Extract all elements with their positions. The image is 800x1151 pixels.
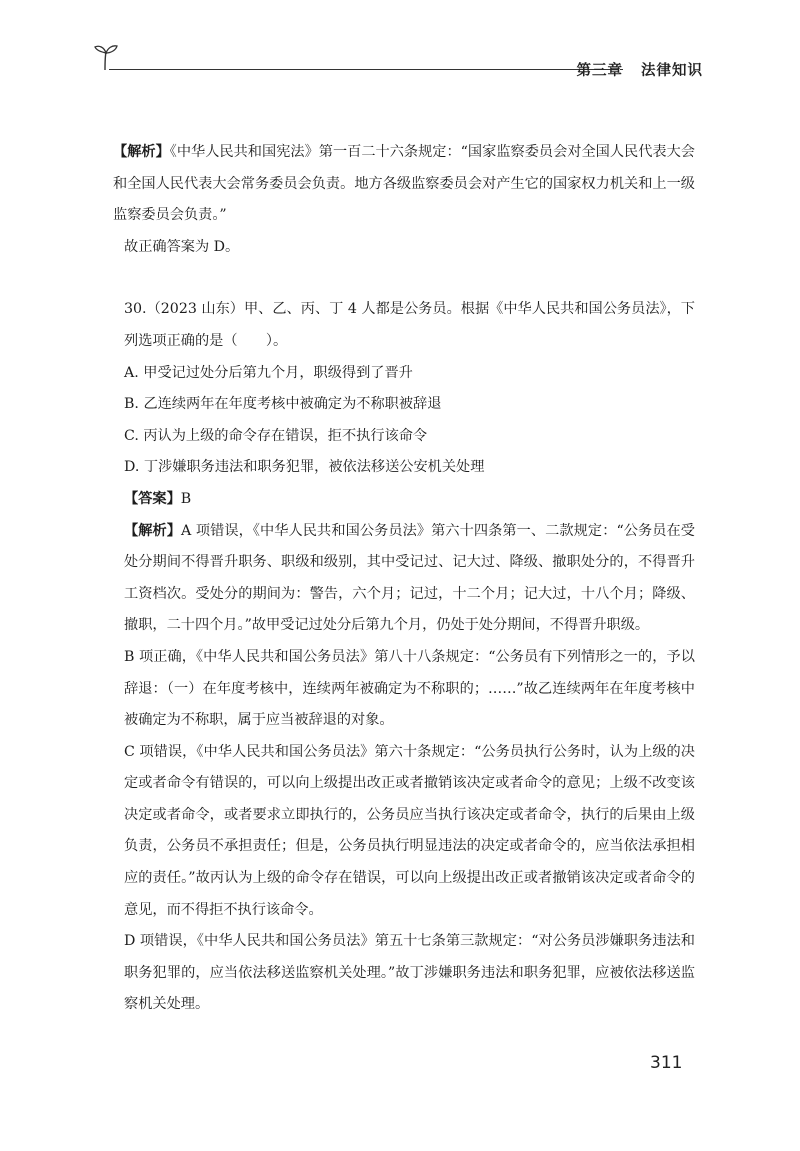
analysis-a-text: A 项错误，《中华人民共和国公务员法》第六十四条第一、二款规定：“公务员在受处分期间不得晋升职务、职级和级别，其中受记过、记大过、降级、撤职处分的，不得晋升工资档次。受处分的期间为：警告，六个月；记过，十二个月；记大过，十八个月；降级、撤职，二十四个月。”故甲受记过处分后第九个月，仍处于处分期间，不得晋升职级。 [124,522,695,634]
option-c: C. 丙认为上级的命令存在错误，拒不执行该命令 [124,427,428,444]
analysis-c: C 项错误，《中华人民共和国公务员法》第六十条规定：“公务员执行公务时，认为上级的决定或者命令有错误的，可以向上级提出改正或者撤销该决定或者命令的意见；上级不改变该决定或者命令，或者要求立即执行的，公务员应当执行该决定或者命令，执行的后果由上级负责，公务员不承担责任；但是，公务员执行明显违法的决定或者命令的，应当依法承担相应的责任。”故丙认为上级的命令存在错误，可以向上级提出改正或者撤销该决定或者命令的意见，而不得拒不执行该命令。 [124,743,695,918]
analysis-a [113,516,695,642]
page-number: 311 [650,1053,683,1073]
sprout-icon [93,40,119,72]
analysis-tag: 【解析】 [124,522,182,539]
question-stem: 30.（2023 山东）甲、乙、丙、丁 4 人都是公务员。根据《中华人民共和国公务员法》，下列选项正确的是（ ）。 [124,301,695,349]
analysis-b: B 项正确，《中华人民共和国公务员法》第八十八条规定：“公务员有下列情形之一的，予以辞退：（一）在年度考核中，连续两年被确定为不称职的；……”故乙连续两年在年度考核中被确定为不称职，属于应当被辞退的对象。 [124,648,695,729]
page-content [113,137,695,1021]
answer-line [113,484,695,516]
option-d: D. 丁涉嫌职务违法和职务犯罪，被依法移送公安机关处理 [124,459,485,476]
chapter-name: 法律知识 [641,63,703,79]
spacer [113,263,695,294]
answer-value: B [180,490,192,507]
option-a: A. 甲受记过处分后第九个月，职级得到了晋升 [124,364,413,381]
analysis-tag: 【解析】 [113,144,170,160]
analysis-d: D 项错误，《中华人民共和国公务员法》第五十七条第三款规定：“对公务员涉嫌职务违法和职务犯罪的，应当依法移送监察机关处理。”故丁涉嫌职务违法和职务犯罪，应被依法移送监察机关处理。 [124,933,695,1013]
chapter-title [577,59,704,80]
answer-tag: 【答案】 [124,490,181,507]
analysis-text: 《中华人民共和国宪法》第一百二十六条规定：“国家监察委员会对全国人民代表大会和全国人民代表大会常务委员会负责。地方各级监察委员会对产生它的国家权力机关和上一级监察委员会负责。” [113,144,695,224]
chapter-number: 第三章 [576,63,623,79]
option-b: B. 乙连续两年在年度考核中被确定为不称职被辞退 [124,396,442,413]
previous-analysis [113,137,695,232]
running-header [93,40,703,80]
header-rule [109,69,619,70]
previous-conclusion: 故正确答案为 D。 [124,238,240,255]
